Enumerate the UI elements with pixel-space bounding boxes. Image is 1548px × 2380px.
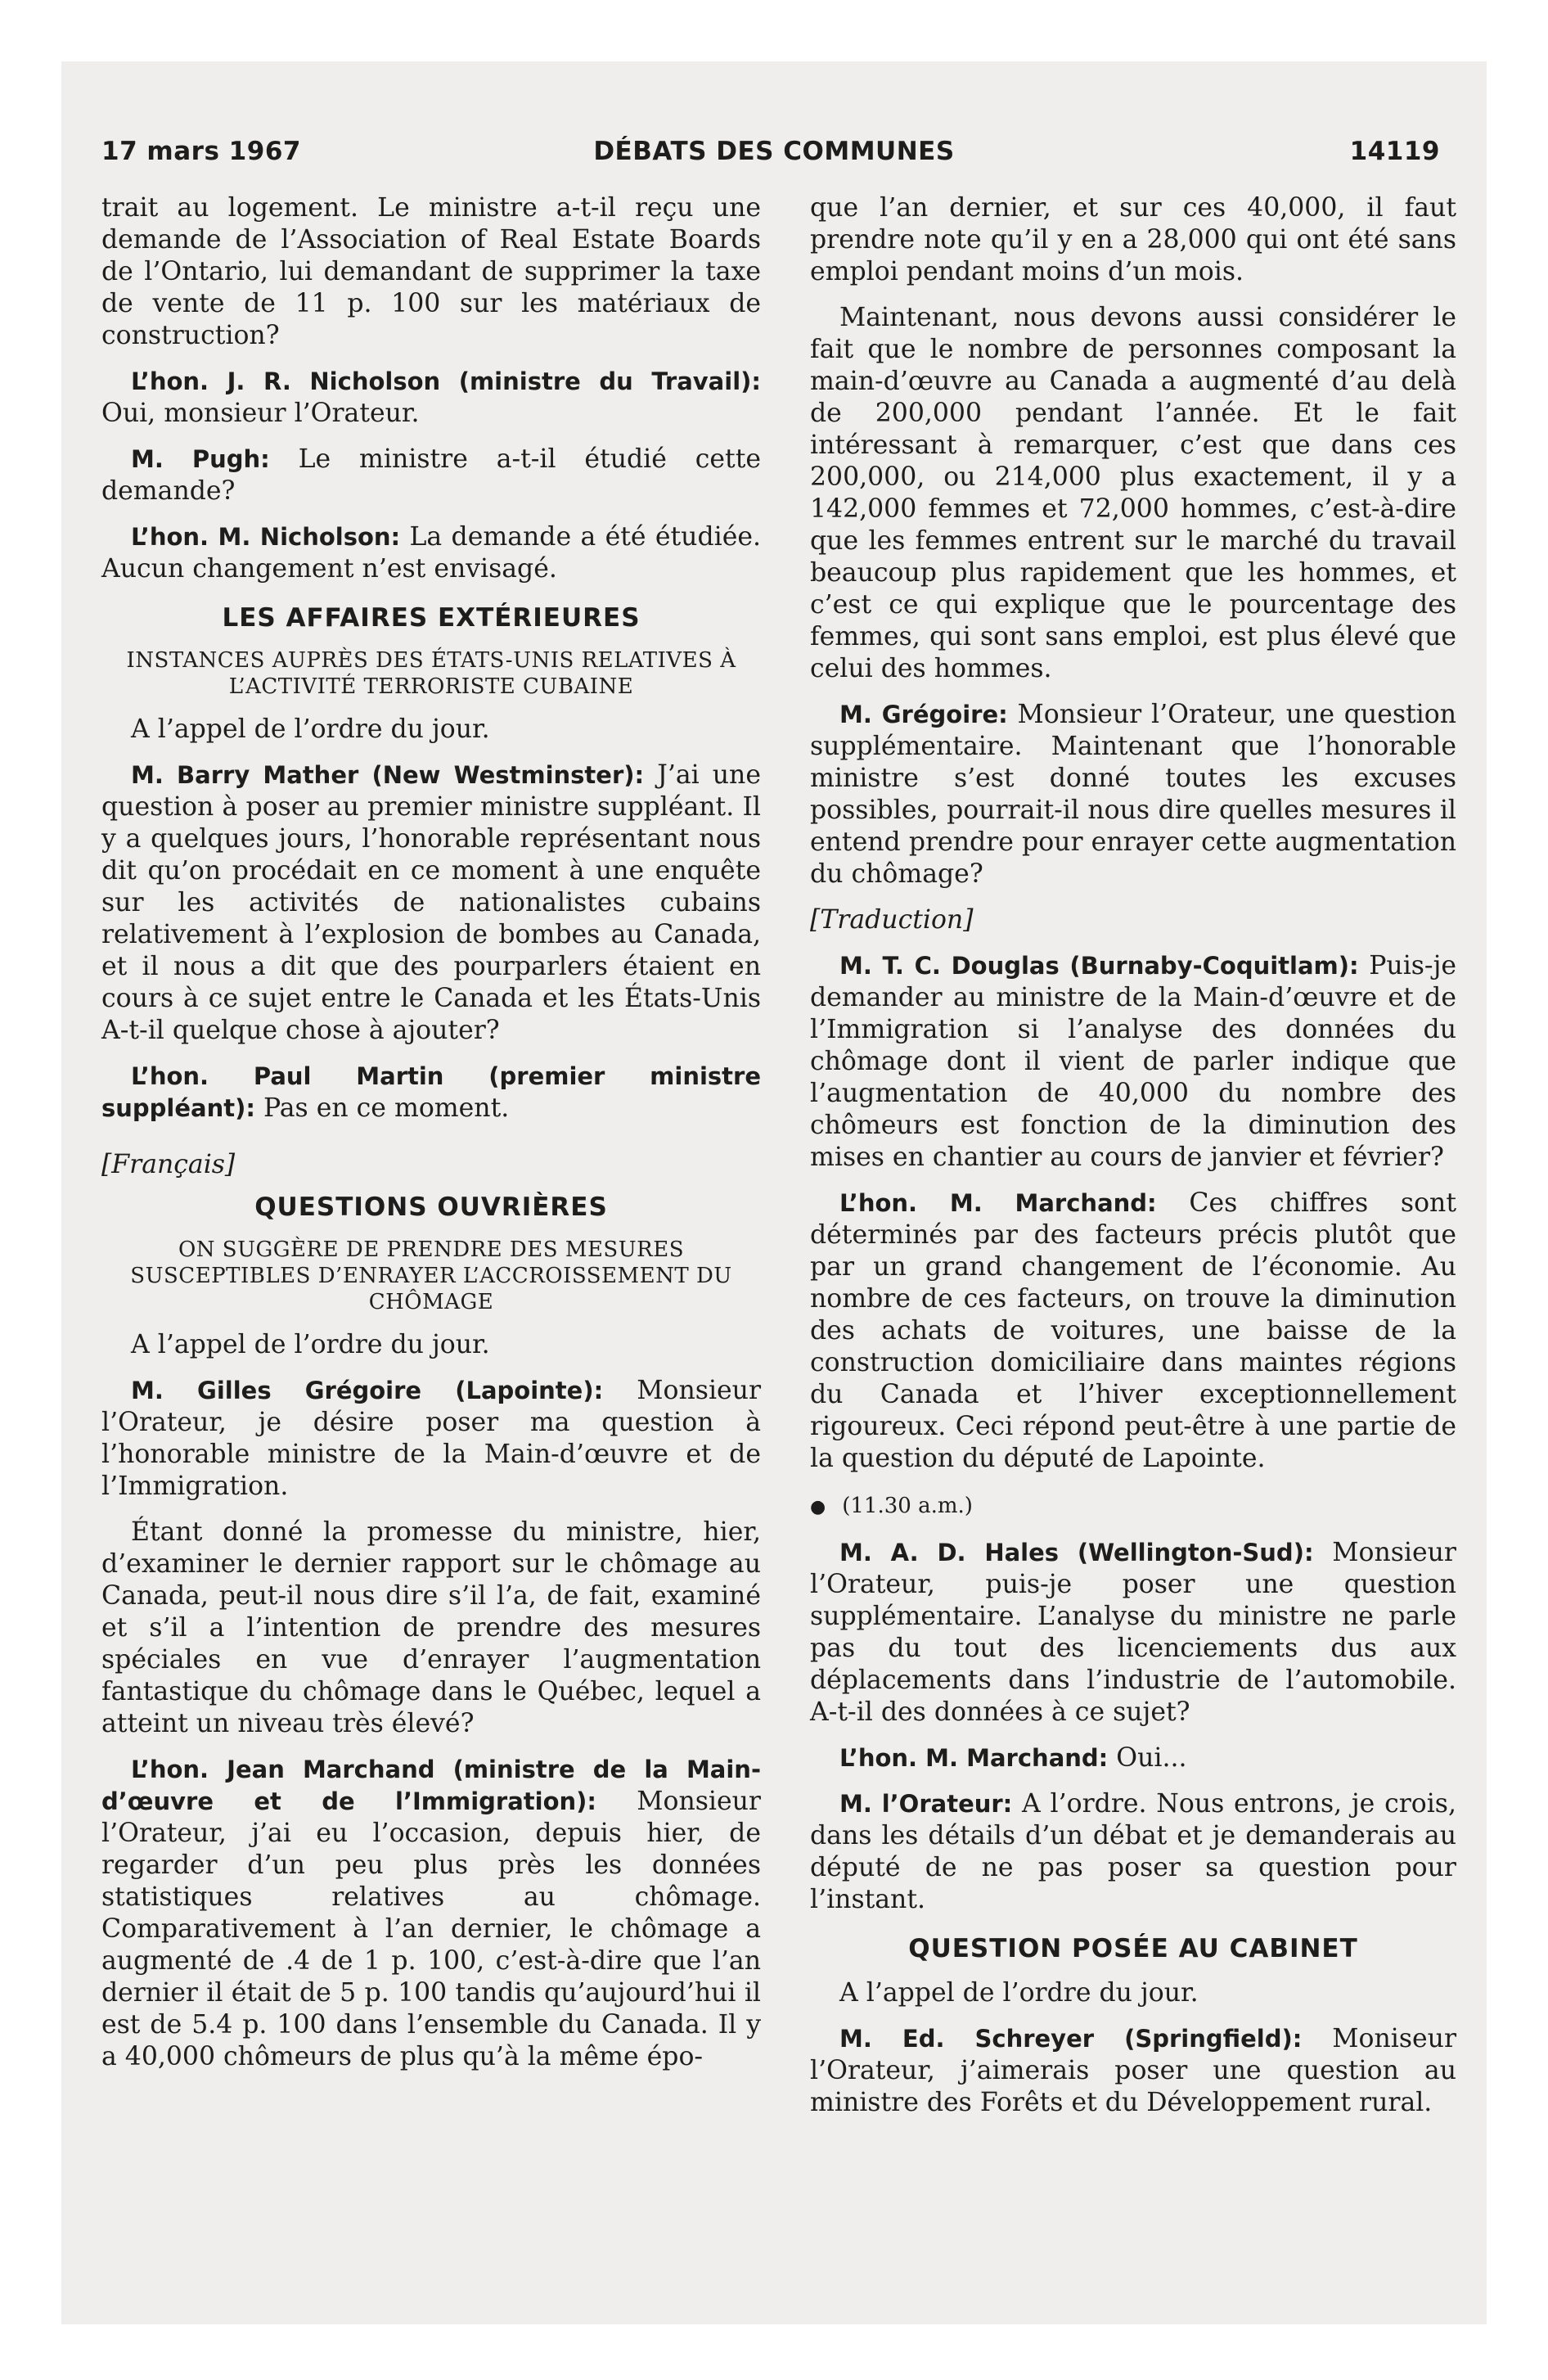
- speaker: M. l’Orateur:: [839, 1790, 1013, 1818]
- speech: M. Barry Mather (New Westminster): J’ai une question à poser au premier ministre suppléant. Il y a quelques jours, l’honorable représentant nous dit qu’on procédait en ce moment à une enquête sur les activités de nationalistes cubains relativement à l’explosion de bombes au Canada, et il nous a dit que des pourparlers étaient en cours à ce sujet entre le Canada et les États-Unis A-t-il quelque chose à ajouter?: [101, 760, 761, 1045]
- speaker: M. Grégoire:: [839, 701, 1008, 728]
- right-column: [810, 192, 1456, 2119]
- speaker: L’hon. M. Marchand:: [839, 1744, 1109, 1772]
- left-column: [101, 192, 761, 2073]
- header-title: DÉBATS DES COMMUNES: [593, 137, 955, 166]
- section-heading: QUESTION POSÉE AU CABINET: [908, 1934, 1358, 1963]
- paragraph: A l’appel de l’ordre du jour.: [131, 1330, 490, 1359]
- speaker: M. Ed. Schreyer (Springfield):: [839, 2025, 1303, 2053]
- speech: L’hon. M. Nicholson: La demande a été étudiée. Aucun changement n’est envisagé.: [101, 522, 762, 584]
- subheading: ON SUGGÈRE DE PRENDRE DES MESURES SUSCEPTIBLES D’ENRAYER L’ACCROISSEMENT DU CHÔMAGE: [130, 1237, 732, 1314]
- language-note: [Français]: [101, 1150, 236, 1179]
- speech: L’hon. M. Marchand: Oui...: [839, 1743, 1187, 1773]
- speaker: M. T. C. Douglas (Burnaby-Coquitlam):: [839, 952, 1359, 980]
- paragraph: Étant donné la promesse du ministre, hier, d’examiner le dernier rapport sur le chômage au Canada, peut-il nous dire s’il l’a, de fait, examiné et s’il a l’intention de prendre des mesures spéciales en vue d’enrayer l’augmentation fantastique du chômage dans le Québec, lequel a atteint un niveau très élevé?: [101, 1517, 761, 1738]
- paragraph: A l’appel de l’ordre du jour.: [131, 714, 490, 744]
- time-stamp: ● (11.30 a.m.): [810, 1494, 973, 1518]
- header-date: 17 mars 1967: [101, 137, 301, 166]
- bullet-icon: ●: [810, 1497, 826, 1517]
- speaker: L’hon. J. R. Nicholson (ministre du Travail):: [131, 367, 761, 395]
- speech: M. l’Orateur: A l’ordre. Nous entrons, je crois, dans les détails d’un débat et je demanderais au député de ne pas poser sa question pour l’instant.: [810, 1789, 1456, 1914]
- speech: L’hon. Paul Martin (premier ministre suppléant): Pas en ce moment.: [101, 1062, 761, 1123]
- section-heading: LES AFFAIRES EXTÉRIEURES: [222, 603, 641, 633]
- paragraph: que l’an dernier, et sur ces 40,000, il faut prendre note qu’il y en a 28,000 qui ont été sans emploi pendant moins d’un mois.: [810, 193, 1456, 286]
- speaker: M. A. D. Hales (Wellington-Sud):: [839, 1539, 1314, 1566]
- speech: M. Ed. Schreyer (Springfield): Moniseur l’Orateur, j’aimerais poser une question au ministre des Forêts et du Développement rural.: [810, 2024, 1457, 2117]
- paragraph: A l’appel de l’ordre du jour.: [839, 1978, 1199, 2008]
- section-heading: QUESTIONS OUVRIÈRES: [254, 1192, 608, 1222]
- speaker: L’hon. M. Marchand:: [839, 1189, 1157, 1217]
- speaker: M. Barry Mather (New Westminster):: [131, 761, 645, 789]
- speech: M. Grégoire: Monsieur l’Orateur, une question supplémentaire. Maintenant que l’honorable ministre s’est donné toutes les excuses possibles, pourrait-il nous dire quelles mesures il entend prendre pour enrayer cette augmentation du chômage?: [810, 700, 1456, 889]
- speech: M. Pugh: Le ministre a-t-il étudié cette demande?: [101, 444, 762, 506]
- subheading: INSTANCES AUPRÈS DES ÉTATS-UNIS RELATIVES À L’ACTIVITÉ TERRORISTE CUBAINE: [126, 648, 736, 699]
- speech: M. A. D. Hales (Wellington-Sud): Monsieur l’Orateur, puis-je poser une question supplémentaire. L’analyse du ministre ne parle pas du tout des licenciements dus aux déplacements dans l’industrie de l’automobile. A-t-il des données à ce sujet?: [810, 1538, 1456, 1727]
- speech: M. T. C. Douglas (Burnaby-Coquitlam): Puis-je demander au ministre de la Main-d’œuvre et de l’Immigration si l’analyse des données du chômage dont il vient de parler indique que l’augmentation de 40,000 du nombre des chômeurs est fonction de la diminution des mises en chantier au cours de janvier et février?: [810, 951, 1456, 1172]
- speaker: L’hon. Jean Marchand (ministre de la Main-d’œuvre et de l’Immigration):: [101, 1756, 761, 1815]
- page: [61, 61, 1487, 2324]
- page-number: 14119: [1349, 137, 1440, 166]
- speech: L’hon. M. Marchand: Ces chiffres sont déterminés par des facteurs précis plutôt que par un grand changement de l’économie. Au nombre de ces facteurs, on trouve la diminution des achats de voitures, une baisse de la construction domiciliaire dans maintes régions du Canada et l’hiver exceptionnellement rigoureux. Ceci répond peut-être à une partie de la question du député de Lapointe.: [810, 1188, 1456, 1473]
- speaker: L’hon. M. Nicholson:: [131, 523, 401, 551]
- speech: L’hon. J. R. Nicholson (ministre du Travail): Oui, monsieur l’Orateur.: [101, 367, 761, 428]
- speaker: L’hon. Paul Martin (premier ministre suppléant):: [101, 1062, 761, 1122]
- speaker: M. Gilles Grégoire (Lapointe):: [131, 1377, 604, 1404]
- paragraph: trait au logement. Le ministre a-t-il reçu une demande de l’Association of Real Estate Boards de l’Ontario, lui demandant de supprimer la taxe de vente de 11 p. 100 sur les matériaux de construction?: [101, 193, 761, 350]
- speech: M. Gilles Grégoire (Lapointe): Monsieur l’Orateur, je désire poser ma question à l’honorable ministre de la Main-d’œuvre et de l’Immigration.: [101, 1376, 761, 1501]
- speaker: M. Pugh:: [131, 445, 270, 473]
- language-note: [Traduction]: [810, 905, 974, 935]
- paragraph: Maintenant, nous devons aussi considérer le fait que le nombre de personnes composant la main-d’œuvre au Canada a augmenté d’au delà de 200,000 pendant l’année. Et le fait intéressant à remarquer, c’est que dans ces 200,000, ou 214,000 plus exactement, il y a 142,000 femmes et 72,000 hommes, c’est-à-dire que les femmes entrent sur le marché du travail beaucoup plus rapidement que les hommes, et c’est ce qui explique que le pourcentage des femmes, qui sont sans emploi, est plus élevé que celui des hommes.: [810, 303, 1456, 683]
- speech: L’hon. Jean Marchand (ministre de la Main-d’œuvre et de l’Immigration): Monsieur l’Orateur, j’ai eu l’occasion, depuis hier, de regarder d’un peu plus près les données statistiques relatives au chômage. Comparativement à l’an dernier, le chômage a augmenté de .4 de 1 p. 100, c’est-à-dire que l’an dernier il était de 5 p. 100 tandis qu’aujourd’hui il est de 5.4 p. 100 dans l’ensemble du Canada. Il y a 40,000 chômeurs de plus qu’à la même épo-: [101, 1756, 761, 2071]
